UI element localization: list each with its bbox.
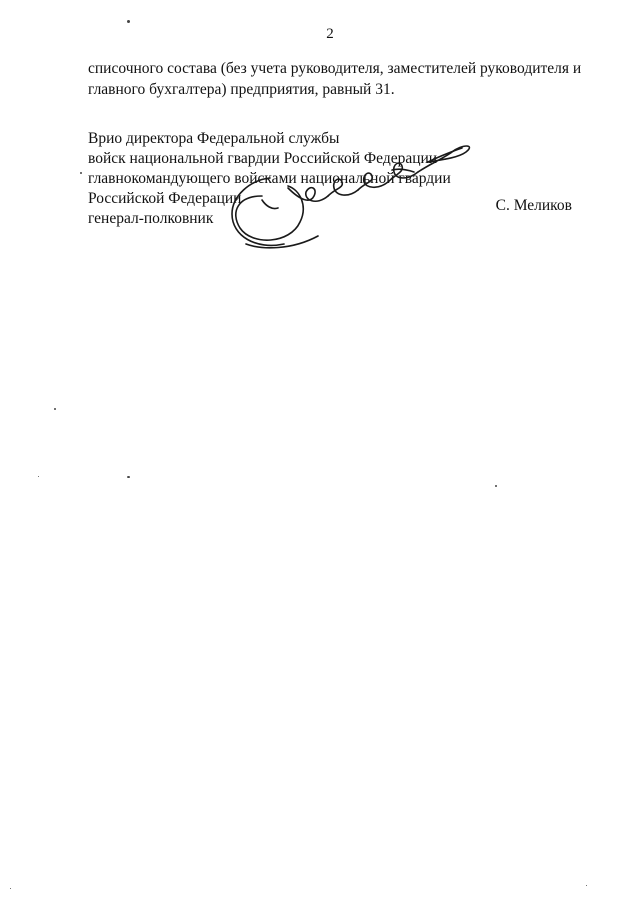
scan-speck: [127, 476, 130, 478]
scan-speck: [54, 408, 56, 410]
signatory-name: С. Меликов: [495, 197, 572, 214]
position-line: Врио директора Федеральной службы: [88, 130, 340, 147]
scan-speck: [586, 885, 587, 886]
body-paragraph: [88, 58, 588, 100]
scan-speck: [80, 172, 82, 174]
scan-speck: [10, 888, 11, 889]
scan-speck: [38, 476, 39, 477]
paragraph-line: главного бухгалтера) предприятия, равный 31.: [88, 81, 395, 98]
position-line: генерал-полковник: [88, 210, 214, 227]
position-line: главнокомандующего войсками национальной гвардии: [88, 170, 451, 187]
scan-speck: [495, 485, 497, 487]
scan-speck: [127, 20, 130, 23]
position-line: Российской Федерации: [88, 190, 242, 207]
page-number: 2: [326, 26, 334, 42]
paragraph-line: списочного состава (без учета руководителя, заместителей руководителя и: [88, 60, 582, 77]
position-line: войск национальной гвардии Российской Федерации -: [88, 150, 447, 167]
